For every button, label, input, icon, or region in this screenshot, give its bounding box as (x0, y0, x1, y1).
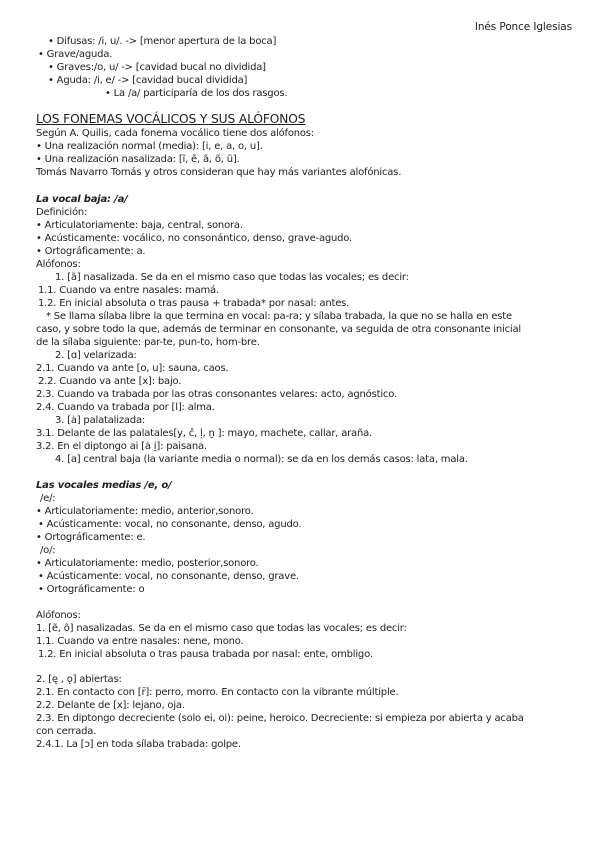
text-line: • La /a/ participaría de los dos rasgos. (105, 88, 288, 99)
text-line: 2. [ɑ] velarizada: (55, 350, 137, 361)
text-line: 1.2. En inicial absoluta o tras pausa trabada por nasal: ente, ombligo. (38, 649, 373, 660)
text-line: • Grave/aguda. (38, 49, 113, 60)
text-line: • Una realización normal (media): [i, e, a, o, u]. (36, 141, 263, 152)
text-line: • Graves:/o, u/ -> [cavidad bucal no dividida] (48, 62, 266, 73)
text-line: • Articulatoriamente: medio, posterior,sonoro. (36, 558, 259, 569)
text-line: 2.1. Cuando va ante [o, u]: sauna, caos. (36, 363, 229, 374)
text-line: 2.2. Delante de [x]: lejano, oja. (36, 700, 185, 711)
text-line: • Articulatoriamente: medio, anterior,sonoro. (36, 506, 254, 517)
text-line: con cerrada. (36, 726, 97, 737)
text-line: Tomás Navarro Tomás y otros consideran que hay más variantes alofónicas. (36, 167, 402, 178)
text-line: 3.2. En el diptongo ai [ȧ i̯]: paisana. (36, 441, 207, 452)
text-line: • Una realización nasalizada: [ĩ, ẽ, ã, õ, ũ]. (36, 154, 240, 165)
text-line: 2.3. En diptongo decreciente (solo ei, oi): peine, heroico. Decreciente: si empieza por abierta y acaba (36, 713, 524, 724)
text-line: /e/: (40, 493, 56, 504)
subsection-heading: Las vocales medias /e, o/ (36, 480, 172, 491)
text-line: Según A. Quilis, cada fonema vocálico tiene dos alófonos: (36, 128, 314, 139)
text-line: Alófonos: (36, 610, 81, 621)
text-line: • Aguda: /i, e/ -> [cavidad bucal dividida] (48, 75, 248, 86)
text-line: 3. [ȧ] palatalizada: (55, 415, 146, 426)
text-line: /o/: (40, 545, 56, 556)
text-line: 4. [a] central baja (la variante media o normal): se da en los demás casos: lata, mala. (55, 454, 468, 465)
text-line: 2.1. En contacto con [r̄]: perro, morro. En contacto con la vibrante múltiple. (36, 687, 399, 698)
text-line: 2. [ę , ǫ] abiertas: (36, 674, 122, 685)
subsection-heading: La vocal baja: /a/ (36, 194, 128, 205)
text-line: • Ortográficamente: o (38, 584, 145, 595)
text-line: • Acústicamente: vocal, no consonante, denso, agudo. (38, 519, 302, 530)
footnote-line: de la sílaba siguiente: par-te, pun-to, hom-bre. (36, 337, 260, 348)
text-line: 1. [ã] nasalizada. Se da en el mismo caso que todas las vocales; es decir: (55, 272, 409, 283)
text-line: 1.1. Cuando va entre nasales: nene, mono. (36, 636, 244, 647)
author-name: Inés Ponce Iglesias (474, 21, 572, 33)
text-line: 2.3. Cuando va trabada por las otras consonantes velares: acto, agnóstico. (36, 389, 397, 400)
text-line: Alófonos: (36, 259, 81, 270)
text-line: 2.4. Cuando va trabada por [l]: alma. (36, 402, 215, 413)
text-line: 3.1. Delante de las palatales[y, ĉ, ļ, n̮ ]: mayo, machete, callar, araña. (36, 428, 373, 439)
text-line: Definición: (36, 207, 88, 218)
text-line: • Articulatoriamente: baja, central, sonora. (36, 220, 243, 231)
text-line: • Difusas: /i, u/. -> [menor apertura de la boca] (48, 36, 277, 47)
text-line: • Ortográficamente: a. (36, 246, 146, 257)
text-line: 1.2. En inicial absoluta o tras pausa + trabada* por nasal: antes. (38, 298, 350, 309)
text-line: 2.4.1. La [ɔ] en toda sílaba trabada: golpe. (36, 739, 241, 750)
text-line: 1. [ẽ, õ] nasalizadas. Se da en el mismo caso que todas las vocales; es decir: (36, 623, 407, 634)
footnote-line: * Se llama sílaba libre la que termina en vocal: pa-ra; y sílaba trabada, la que no se halla en este (46, 311, 512, 322)
text-line: 2.2. Cuando va ante [x]: bajo. (38, 376, 182, 387)
text-line: • Acústicamente: vocal, no consonante, denso, grave. (38, 571, 299, 582)
section-heading: LOS FONEMAS VOCÁLICOS Y SUS ALÓFONOS (36, 112, 306, 126)
text-line: 1.1. Cuando va entre nasales: mamá. (38, 285, 219, 296)
text-line: • Ortográficamente: e. (36, 532, 146, 543)
footnote-line: caso, y sobre todo la que, además de terminar en consonante, va seguida de otra consonante inicial (36, 324, 521, 335)
text-line: • Acústicamente: vocálico, no consonántico, denso, grave-agudo. (36, 233, 353, 244)
